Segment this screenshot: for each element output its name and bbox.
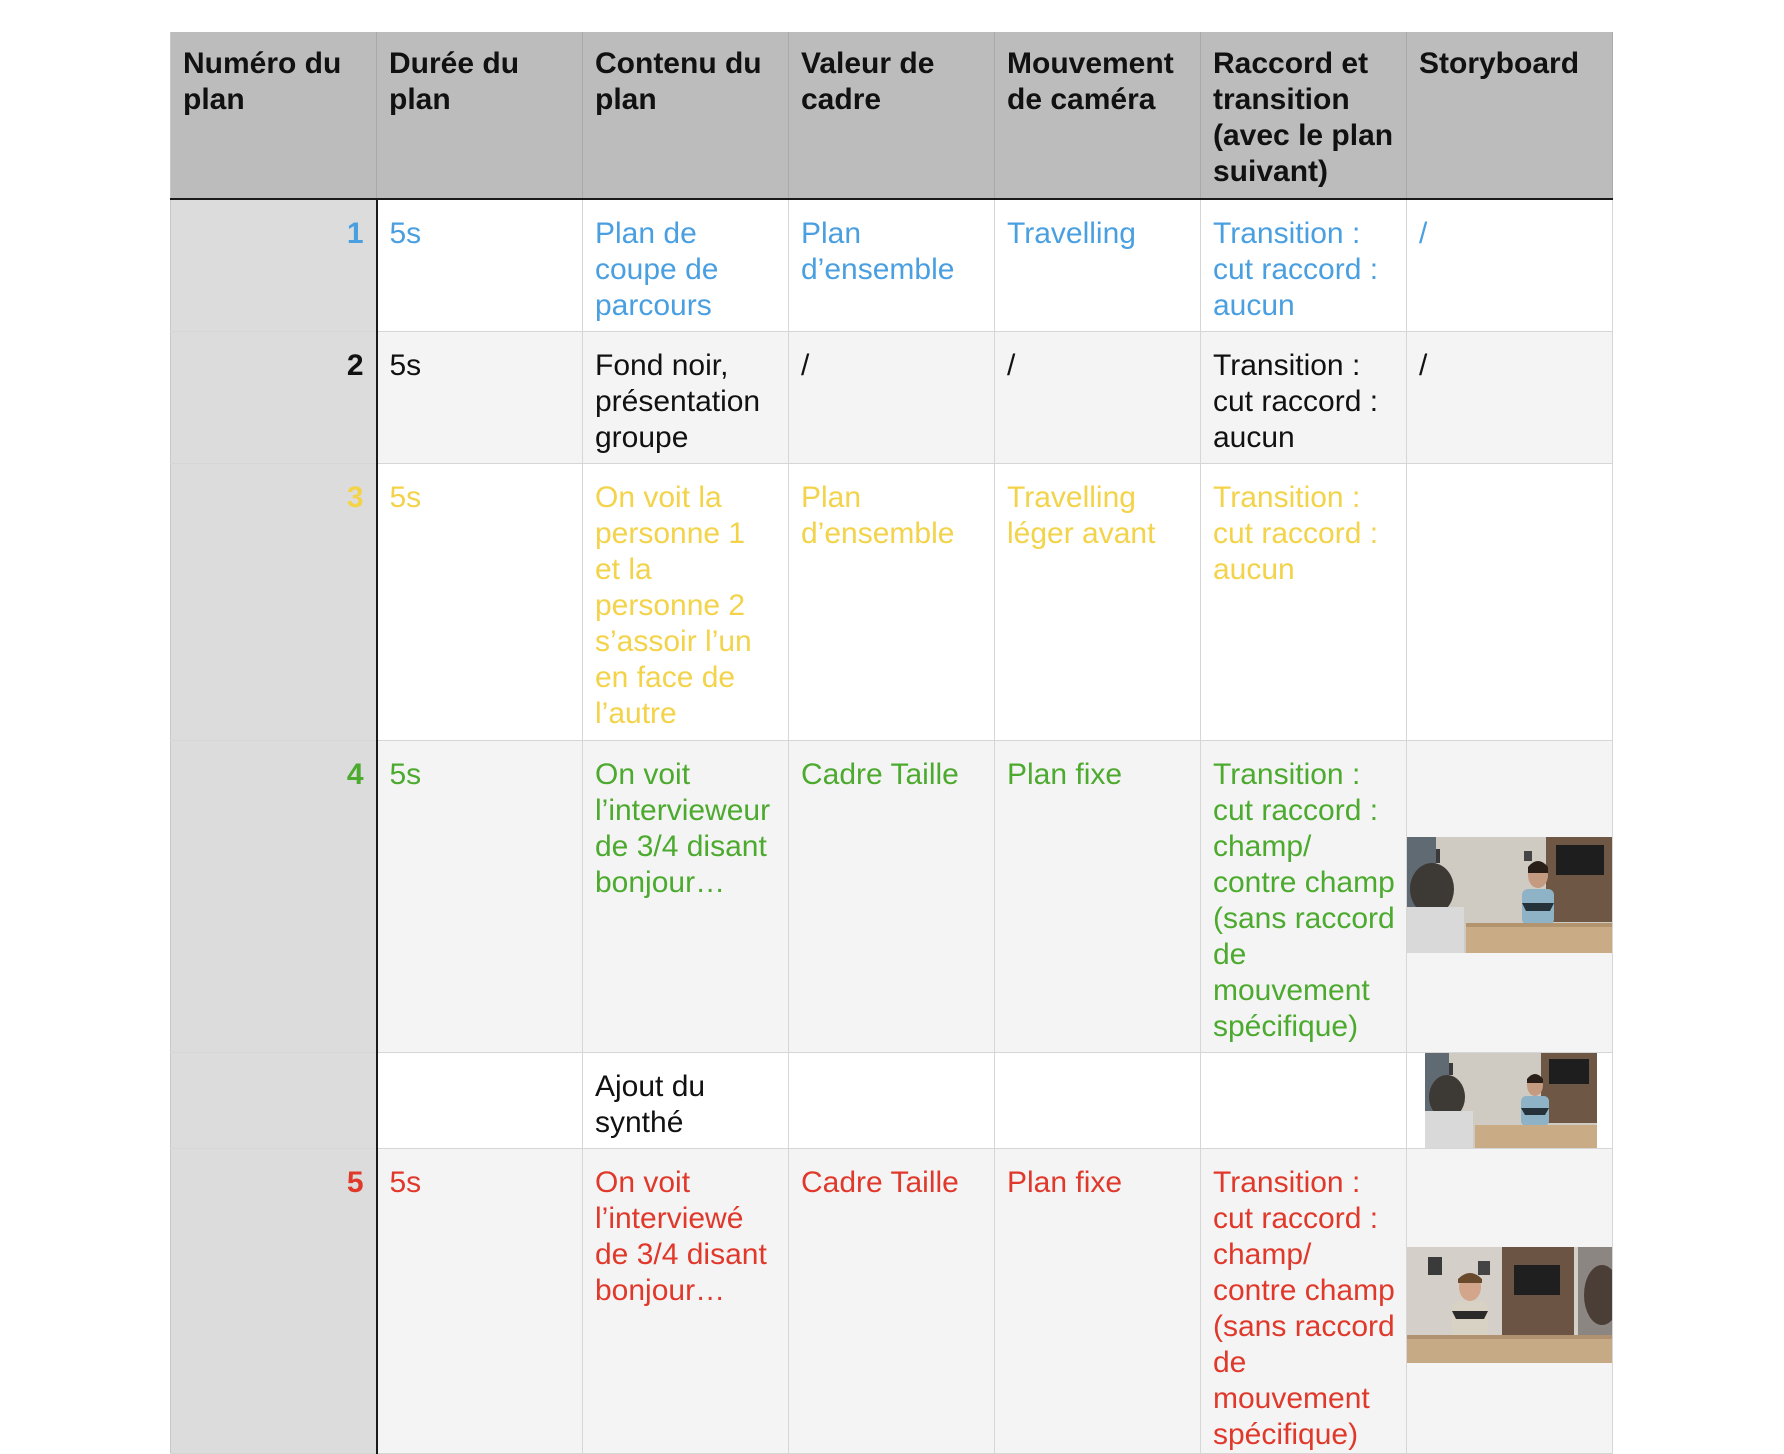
movement-cell[interactable] [995,1052,1201,1148]
transition-cell[interactable]: Transition : cut raccord : aucun [1201,199,1407,331]
header-shot-number: Numéro du plan [171,32,377,199]
table-row [171,1052,1613,1148]
storyboard-cell[interactable]: / [1407,199,1613,331]
header-camera-movement: Mouvement de caméra [995,32,1201,199]
storyboard-thumbnail-interviewee [1407,1247,1613,1363]
transition-cell[interactable]: Transition : cut raccord : champ/ contre champ (sans raccord de mouvement spécifique) [1201,740,1407,1052]
shot-number-cell[interactable]: 4 [171,740,377,1052]
header-frame-value: Valeur de cadre [789,32,995,199]
frame-cell[interactable]: Plan d’ensemble [789,199,995,331]
table-row [171,331,1613,463]
shot-number-cell[interactable]: 5 [171,1148,377,1453]
header-row [171,32,1613,199]
content-cell[interactable]: Plan de coupe de parcours [583,199,789,331]
header-shot-content: Contenu du plan [583,32,789,199]
frame-cell[interactable]: Cadre Taille [789,740,995,1052]
header-shot-duration: Durée du plan [377,32,583,199]
shot-number-cell[interactable]: 3 [171,463,377,740]
shot-number-cell[interactable] [171,1052,377,1148]
header-storyboard: Storyboard [1407,32,1613,199]
content-cell[interactable]: On voit l’interviewé de 3/4 disant bonjour… [583,1148,789,1453]
storyboard-thumbnail-title-overlay [1425,1053,1597,1149]
shot-number-cell[interactable]: 2 [171,331,377,463]
storyboard-cell[interactable] [1407,740,1613,1052]
content-cell[interactable]: On voit l’intervieweur de 3/4 disant bonjour… [583,740,789,1052]
content-cell[interactable]: Fond noir, présentation groupe [583,331,789,463]
transition-cell[interactable]: Transition : cut raccord : aucun [1201,331,1407,463]
content-cell[interactable]: Ajout du synthé [583,1052,789,1148]
storyboard-cell[interactable]: / [1407,331,1613,463]
storyboard-cell[interactable] [1407,1148,1613,1453]
content-cell[interactable]: On voit la personne 1 et la personne 2 s’assoir l’un en face de l’autre [583,463,789,740]
table-row [171,463,1613,740]
header-transition: Raccord et transition (avec le plan suivant) [1201,32,1407,199]
transition-cell[interactable]: Transition : cut raccord : aucun [1201,463,1407,740]
storyboard-cell[interactable] [1407,463,1613,740]
duration-cell[interactable]: 5s [377,740,583,1052]
shot-number-cell[interactable]: 1 [171,199,377,331]
frame-cell[interactable]: / [789,331,995,463]
storyboard-thumbnail-interviewer [1407,837,1613,953]
movement-cell[interactable]: Travelling léger avant [995,463,1201,740]
duration-cell[interactable]: 5s [377,463,583,740]
frame-cell[interactable]: Plan d’ensemble [789,463,995,740]
duration-cell[interactable]: 5s [377,199,583,331]
duration-cell[interactable] [377,1052,583,1148]
movement-cell[interactable]: Plan fixe [995,1148,1201,1453]
frame-cell[interactable]: Cadre Taille [789,1148,995,1453]
table-row [171,199,1613,331]
duration-cell[interactable]: 5s [377,331,583,463]
frame-cell[interactable] [789,1052,995,1148]
movement-cell[interactable]: Travelling [995,199,1201,331]
duration-cell[interactable]: 5s [377,1148,583,1453]
table-row [171,1148,1613,1453]
storyboard-cell[interactable] [1407,1052,1613,1148]
transition-cell[interactable]: Transition : cut raccord : champ/ contre champ (sans raccord de mouvement spécifique) [1201,1148,1407,1453]
table-row [171,740,1613,1052]
movement-cell[interactable]: / [995,331,1201,463]
movement-cell[interactable]: Plan fixe [995,740,1201,1052]
shot-list-table [170,32,1613,1454]
transition-cell[interactable] [1201,1052,1407,1148]
